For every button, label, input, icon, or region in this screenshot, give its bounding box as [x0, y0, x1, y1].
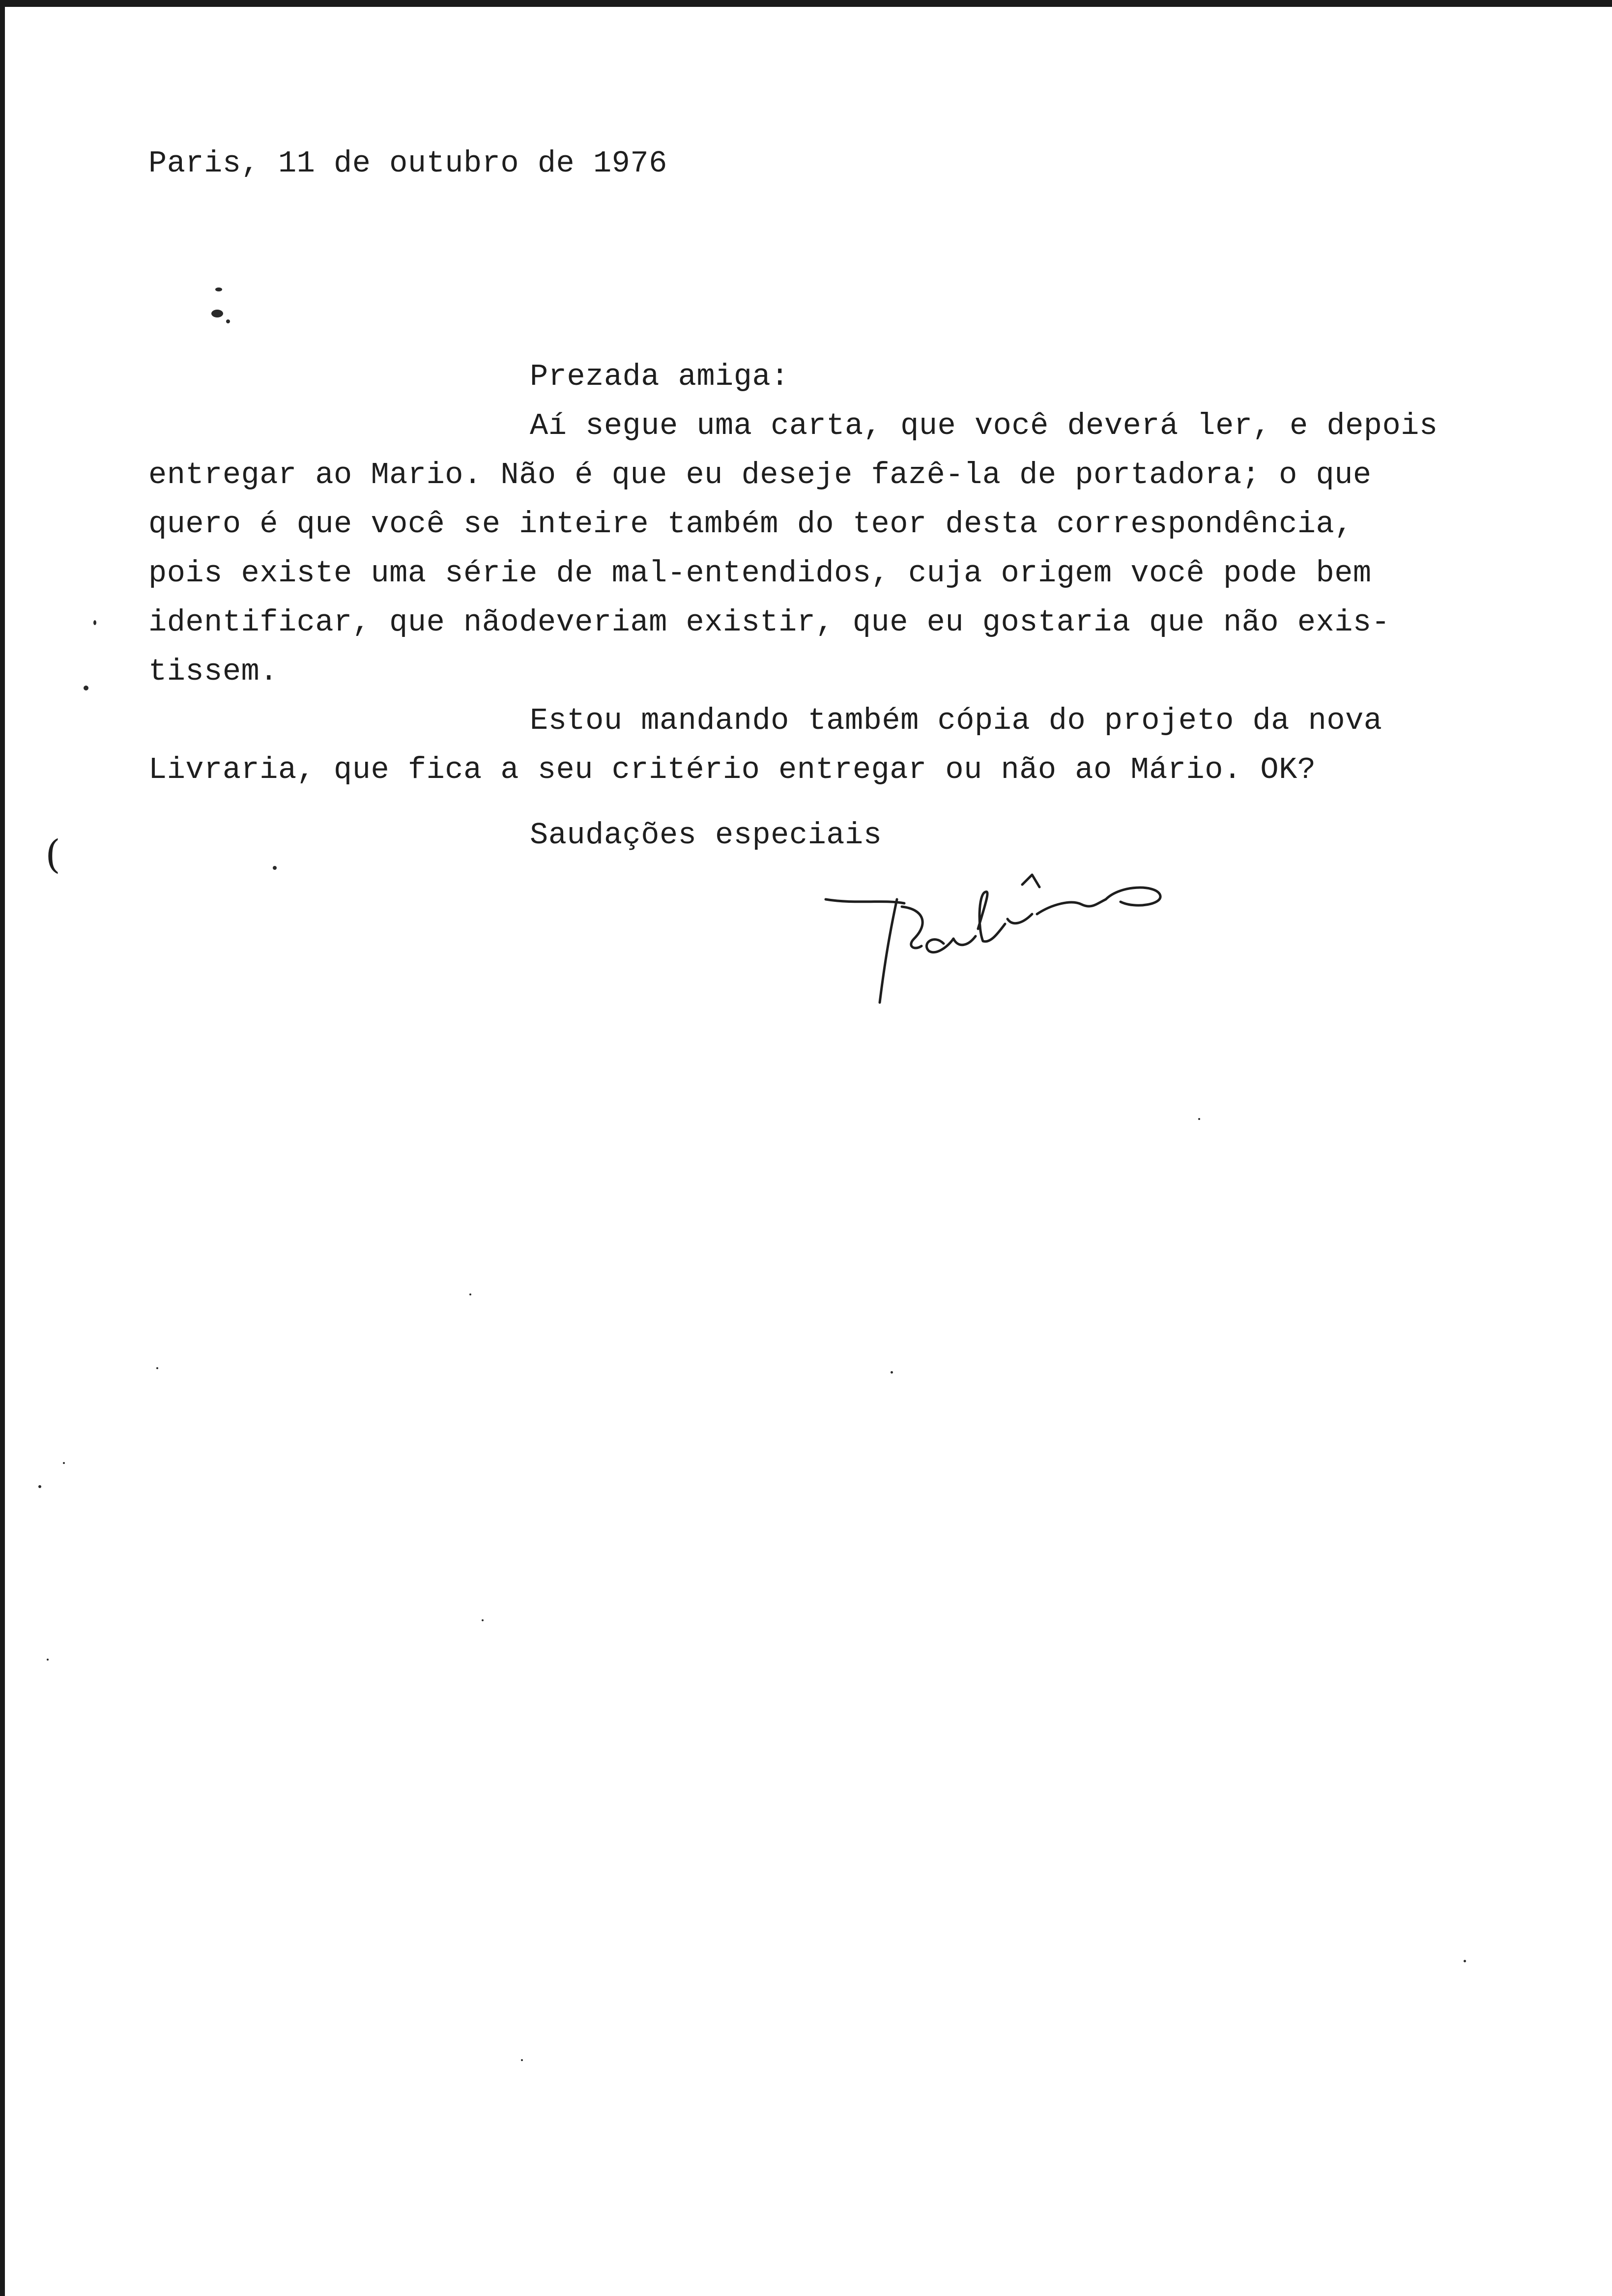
- paragraph-2-line: Livraria, que fica a seu critério entregar ou não ao Mário. OK?: [148, 752, 1316, 787]
- ink-speck: [47, 1659, 49, 1661]
- ink-speck: [469, 1293, 471, 1295]
- ink-speck: [482, 1619, 484, 1621]
- handwritten-signature: [816, 845, 1229, 1012]
- ink-speck: [521, 2059, 523, 2061]
- ink-mark: [84, 686, 88, 690]
- paragraph-1-line: identificar, que nãodeveriam existir, que eu gostaria que não exis-: [148, 605, 1390, 640]
- ink-speck: [891, 1371, 893, 1374]
- scan-edge-left: [0, 0, 5, 2296]
- scan-edge-top: [0, 0, 1612, 7]
- ink-mark: [273, 866, 277, 870]
- ink-mark: [211, 310, 223, 317]
- paragraph-1-line: tissem.: [148, 654, 278, 689]
- paragraph-1-line: entregar ao Mario. Não é que eu deseje fazê-la de portadora; o que: [148, 458, 1372, 492]
- paragraph-1-line: quero é que você se inteire também do teor desta correspondência,: [148, 507, 1353, 542]
- paragraph-1-line: pois existe uma série de mal-entendidos, cuja origem você pode bem: [148, 556, 1372, 591]
- paragraph-1-first-line: Aí segue uma carta, que você deverá ler, e depois: [530, 408, 1438, 443]
- date-line: Paris, 11 de outubro de 1976: [148, 146, 667, 181]
- ink-speck: [1464, 1960, 1466, 1962]
- ink-speck: [38, 1485, 41, 1488]
- ink-mark: [226, 319, 230, 323]
- ink-speck: [1198, 1118, 1200, 1120]
- paragraph-2-first-line: Estou mandando também cópia do projeto da nova: [530, 703, 1382, 738]
- margin-parenthesis-mark: (: [45, 832, 61, 877]
- ink-speck: [156, 1367, 158, 1369]
- ink-mark: [93, 620, 96, 625]
- closing: Saudações especiais: [530, 818, 882, 853]
- salutation: Prezada amiga:: [530, 359, 789, 394]
- ink-mark: [215, 287, 222, 291]
- ink-speck: [63, 1462, 65, 1464]
